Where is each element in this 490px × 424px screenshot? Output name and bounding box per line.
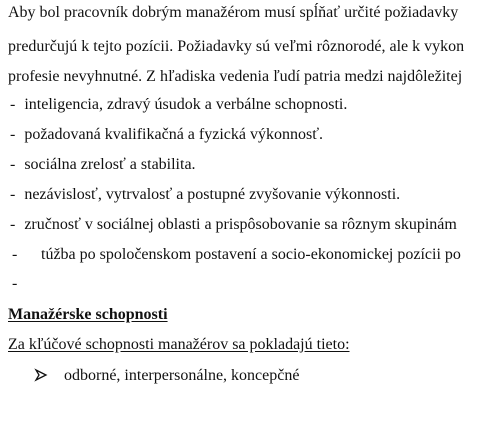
list-item-text: inteligencia, zdravý úsudok a verbálne schopnosti.: [24, 96, 348, 113]
list-item-text: nezávislosť, vytrvalosť a postupné zvyšovanie výkonnosti.: [24, 186, 401, 203]
list-dash: -: [10, 186, 16, 203]
list-item: [10, 95, 347, 115]
list-dash: -: [12, 275, 18, 292]
list-item: [10, 125, 323, 145]
list-item-text: požadovaná kvalifikačná a fyzická výkonnosť.: [24, 126, 324, 143]
list-dash: -: [12, 246, 18, 263]
section-heading: Manažérske schopnosti: [8, 306, 168, 323]
bullet-text: odborné, interpersonálne, koncepčné: [64, 367, 300, 384]
list-item: [10, 155, 196, 175]
list-dash: -: [10, 126, 16, 143]
list-item: [10, 185, 400, 205]
arrow-bullet-icon: [34, 368, 48, 382]
list-item-text: túžba po spoločenskom postavení a socio-ekonomickej pozícii po: [41, 246, 461, 263]
list-item-text: zručnosť v sociálnej oblasti a prispôsobovanie sa rôznym skupinám: [24, 216, 457, 233]
section-intro: Za kľúčové schopnosti manažérov sa pokladajú tieto:: [8, 336, 350, 353]
paragraph-line: Aby bol pracovník dobrým manažérom musí spĺňať určité požiadavky: [8, 4, 459, 21]
list-dash: -: [10, 156, 16, 173]
paragraph-line: profesie nevyhnutné. Z hľadiska vedenia ľudí patria medzi najdôležitej: [8, 68, 463, 85]
list-dash: -: [10, 216, 16, 233]
list-item: [12, 245, 461, 265]
list-item: [10, 215, 457, 235]
list-item: [12, 274, 22, 294]
bullet-item: [34, 366, 299, 386]
paragraph-line: predurčujú k tejto pozícii. Požiadavky sú veľmi rôznorodé, ale k vykon: [8, 38, 465, 55]
list-dash: -: [10, 96, 16, 113]
list-item-text: sociálna zrelosť a stabilita.: [24, 156, 196, 173]
